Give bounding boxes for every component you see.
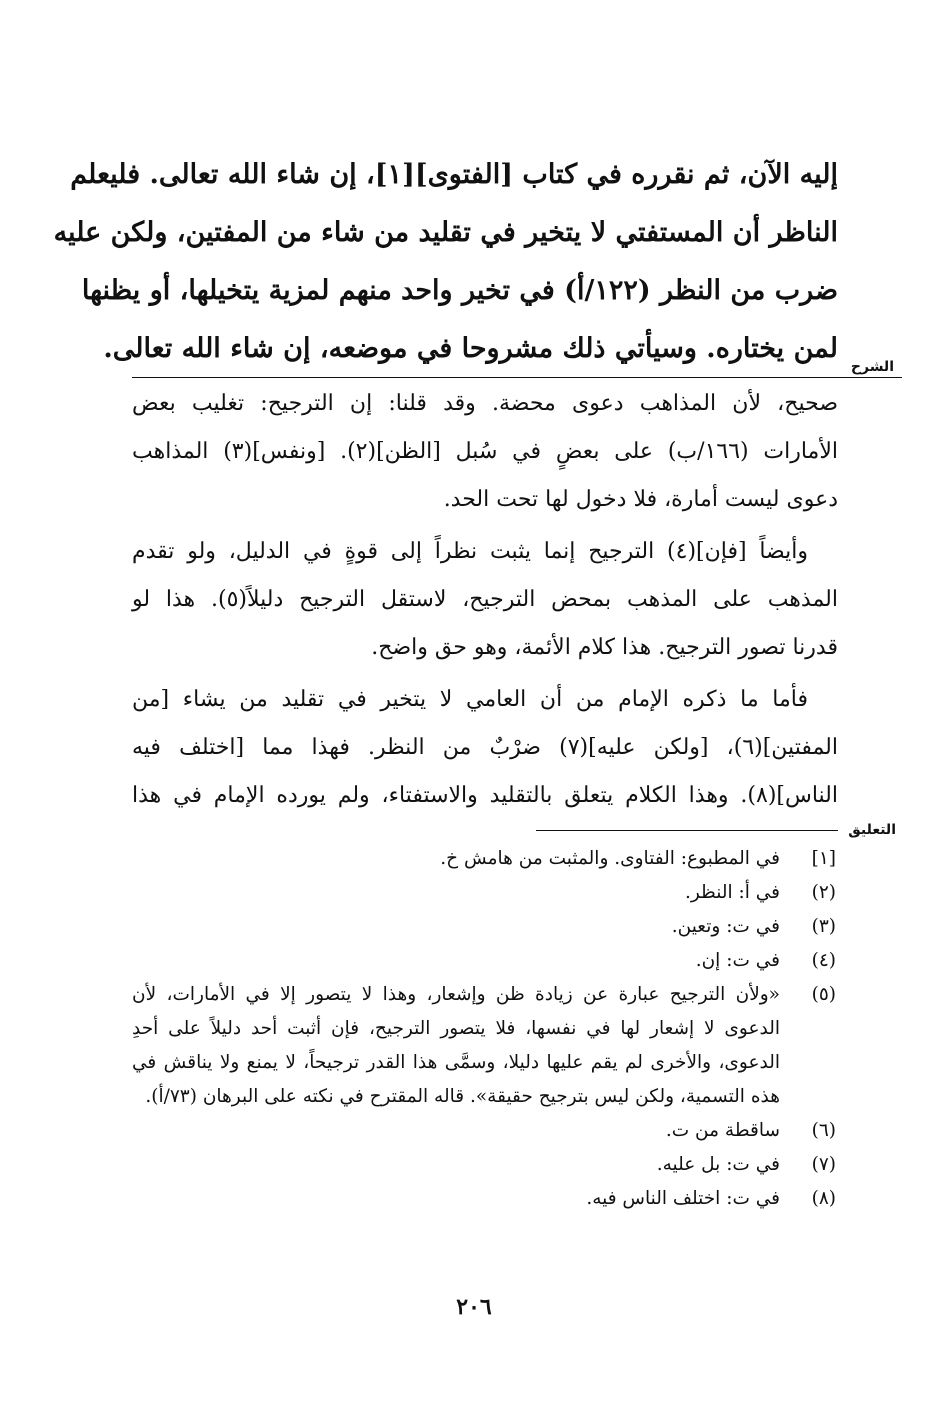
footnote-number: (٤)	[811, 950, 836, 971]
footnote-number: (٨)	[811, 1188, 836, 1209]
commentary-line: فأما ما ذكره الإمام من أن العامي لا يتخير في تقليد من يشاء [من	[132, 687, 808, 712]
commentary-line: قدرنا تصور الترجيح. هذا كلام الأئمة، وهو حق واضح.	[371, 635, 838, 660]
taliq-label: التعليق	[848, 822, 896, 838]
footnote	[132, 1182, 840, 1216]
footnote-number: [١]	[811, 848, 836, 869]
main-text-line: لمن يختاره. وسيأتي ذلك مشروحا في موضعه، إن شاء الله تعالى.	[103, 333, 838, 364]
commentary-line: وأيضاً [فإن](٤) الترجيح إنما يثبت نظراً إلى قوةٍ في الدليل، ولو تقدم	[132, 539, 808, 564]
footnote-number: (٥)	[811, 984, 836, 1005]
footnote-number: (٣)	[811, 916, 836, 937]
footnote-text: في ت: وتعين.	[671, 916, 780, 937]
footnote-text: في ت: اختلف الناس فيه.	[586, 1188, 780, 1209]
commentary-line: دعوى ليست أمارة، فلا دخول لها تحت الحد.	[443, 487, 838, 512]
main-text-line: الناظر أن المستفتي لا يتخير في تقليد من شاء من المفتين، ولكن عليه	[53, 217, 838, 248]
sharh-divider	[132, 377, 902, 378]
commentary-paragraph	[132, 676, 838, 820]
footnote-text: في ت: إن.	[695, 950, 780, 971]
footnote-number: (٧)	[811, 1154, 836, 1175]
footnote	[132, 978, 840, 1114]
sharh-label: الشرح	[850, 359, 894, 375]
footnote	[132, 876, 840, 910]
footnote	[132, 842, 840, 876]
footnote-text: «ولأن الترجيح عبارة عن زيادة ظن وإشعار، وهذا لا يتصور إلا في الأمارات، لأن الدعوى لا إشعار لها في نفسها، فلا يتصور الترجيح، فإن أثبت أحد دليلاً على أحدِ الدعوى، والأخرى لم يقم عليها دليلا، وسمَّى هذا القدر ترجيحاً، لا يمنع ولا يناقش في هذه التسمية، ولكن ليس بترجيح حقيقة». قاله المقترح في نكته على البرهان (٧٣/أ).	[132, 984, 780, 1107]
footnote-text: في ت: بل عليه.	[656, 1154, 780, 1175]
footnote-text: ساقطة من ت.	[665, 1120, 780, 1141]
main-text-line: ضرب من النظر (١٢٢/أ) في تخير واحد منهم لمزية يتخيلها، أو يظنها	[81, 275, 838, 306]
footnote-number: (٦)	[811, 1120, 836, 1141]
commentary-paragraph	[132, 380, 838, 524]
commentary-paragraph	[132, 528, 838, 672]
footnote	[132, 944, 840, 978]
footnote	[132, 1114, 840, 1148]
footnote-text: في المطبوع: الفتاوى. والمثبت من هامش خ.	[440, 848, 780, 869]
commentary-line: صحيح، لأن المذاهب دعوى محضة. وقد قلنا: إن الترجيح: تغليب بعض	[132, 391, 838, 416]
main-text-line: إليه الآن، ثم نقرره في كتاب [الفتوى][١]، إن شاء الله تعالى. فليعلم	[70, 159, 838, 190]
commentary-line: المذهب على المذهب بمحض الترجيح، لاستقل الترجيح دليلاً(٥). هذا لو	[132, 587, 838, 612]
page-number: ٢٠٦	[456, 1294, 492, 1320]
taliq-divider	[536, 830, 838, 831]
footnote	[132, 1148, 840, 1182]
commentary-line: الناس](٨). وهذا الكلام يتعلق بالتقليد والاستفتاء، ولم يورده الإمام في هذا	[132, 783, 838, 808]
footnote	[132, 910, 840, 944]
commentary-line: الأمارات (١٦٦/ب) على بعضٍ في سُبل [الظن](٢). [ونفس](٣) المذاهب	[132, 439, 838, 464]
footnote-number: (٢)	[811, 882, 836, 903]
commentary-line: المفتين](٦)، [ولكن عليه](٧) ضرْبٌ من النظر. فهذا مما [اختلف فيه	[132, 735, 838, 760]
main-text	[53, 146, 838, 378]
footnotes	[132, 842, 840, 1216]
commentary-text	[132, 380, 838, 824]
footnote-text: في أ: النظر.	[684, 882, 780, 903]
